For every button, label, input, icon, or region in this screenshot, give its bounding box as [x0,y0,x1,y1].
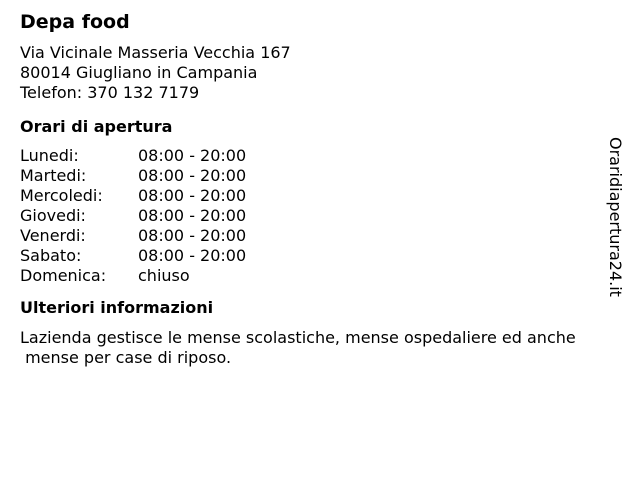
hours-row-saturday [20,246,620,266]
hours-time: 08:00 - 20:00 [138,226,247,245]
opening-hours-title: Orari di apertura [20,117,173,136]
hours-time: 08:00 - 20:00 [138,186,247,205]
address-block [20,43,620,103]
hours-row-friday [20,226,620,246]
hours-day: Domenica: [20,266,107,285]
site-watermark: Oraridiapertura24.it [606,137,625,297]
hours-day: Sabato: [20,246,82,265]
hours-day: Venerdi: [20,226,86,245]
hours-row-tuesday [20,166,620,186]
hours-day: Martedi: [20,166,87,185]
phone-number: Telefon: 370 132 7179 [20,83,200,102]
address-city: 80014 Giugliano in Campania [20,63,258,82]
hours-time: chiuso [138,266,190,285]
business-card [20,10,620,368]
hours-row-monday [20,146,620,166]
hours-time: 08:00 - 20:00 [138,206,247,225]
hours-time: 08:00 - 20:00 [138,166,247,185]
hours-row-thursday [20,206,620,226]
hours-time: 08:00 - 20:00 [138,146,247,165]
hours-day: Mercoledi: [20,186,103,205]
hours-day: Giovedi: [20,206,86,225]
business-name: Depa food [20,11,130,33]
hours-row-wednesday [20,186,620,206]
additional-info-text: Lazienda gestisce le mense scolastiche, mense ospedaliere ed anche mense per case di riposo. [20,328,576,367]
hours-row-sunday [20,266,620,286]
hours-day: Lunedi: [20,146,79,165]
additional-info-title: Ulteriori informazioni [20,298,214,317]
address-street: Via Vicinale Masseria Vecchia 167 [20,43,291,62]
hours-time: 08:00 - 20:00 [138,246,247,265]
opening-hours-table [20,146,620,286]
